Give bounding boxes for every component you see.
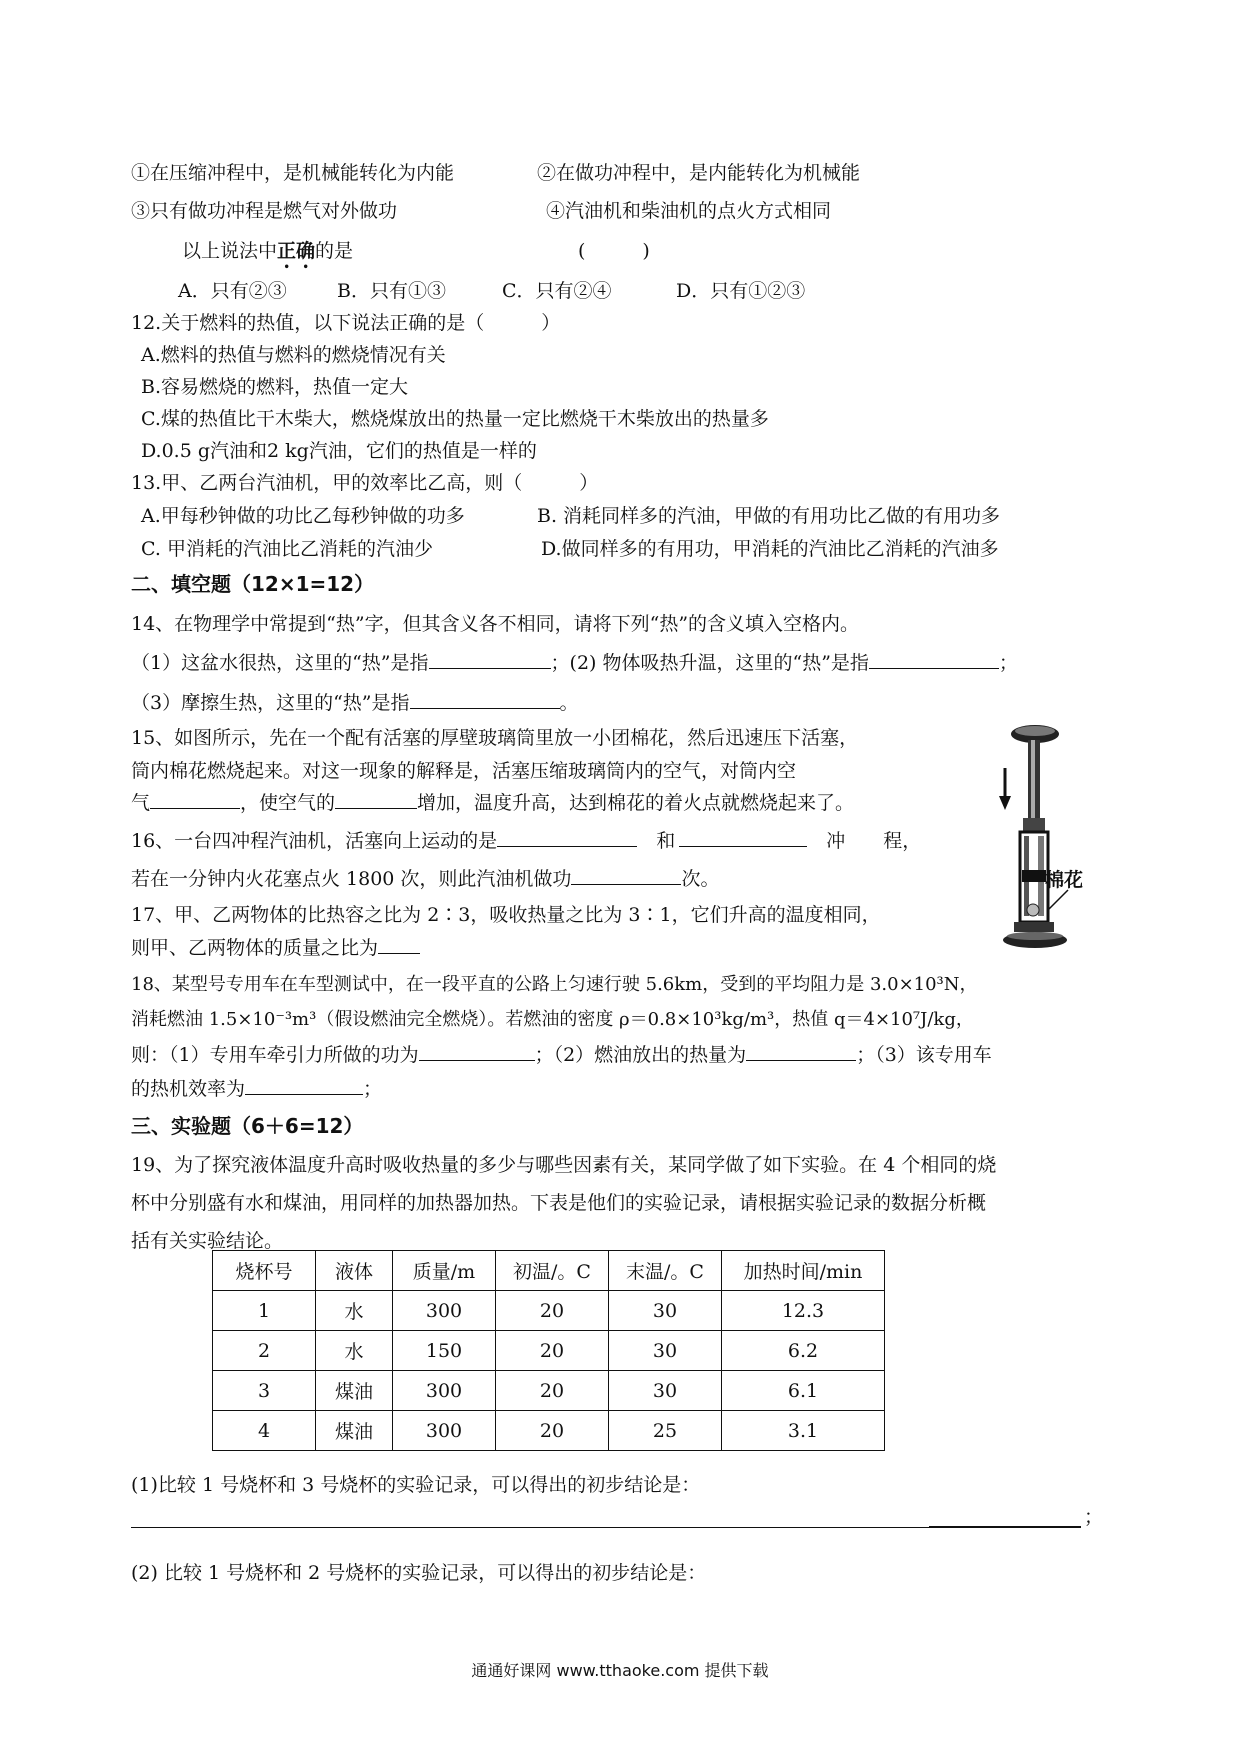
table-cell: 20 [496, 1291, 609, 1331]
q11-statement-4: ④汽油机和柴油机的点火方式相同 [546, 200, 832, 222]
q16-part-d: 若在一分钟内火花塞点火 1800 次，则此汽油机做功 [131, 868, 572, 890]
q18-part-c: ；（3）该专用车 [856, 1044, 992, 1066]
q18-blank-1[interactable] [419, 1042, 535, 1061]
q18-part-b: ；（2）燃油放出的热量为 [534, 1044, 747, 1066]
q18-blank-3[interactable] [245, 1076, 363, 1095]
table-cell: 300 [393, 1371, 496, 1411]
q12-option-a: A.燃料的热值与燃料的燃烧情况有关 [141, 344, 446, 366]
q15-part-a: 气 [131, 792, 151, 814]
q19-line-3: 括有关实验结论。 [131, 1230, 284, 1252]
q17-line-1: 17、甲、乙两物体的比热容之比为 2∶3，吸收热量之比为 3∶1，它们升高的温度相同， [131, 904, 881, 926]
q13-stem: 13.甲、乙两台汽油机，甲的效率比乙高，则（ ） [131, 472, 599, 494]
table-row [213, 1331, 885, 1371]
q18-line-1: 18、某型号专用车在车型测试中，在一段平直的公路上匀速行驶 5.6km，受到的平均阻力是 3.0×10³N， [131, 974, 978, 995]
table-header-cell: 烧杯号 [213, 1251, 316, 1291]
table-cell: 3.1 [722, 1411, 885, 1451]
q18-part-e: ； [363, 1078, 383, 1100]
table-header-cell: 加热时间/min [722, 1251, 885, 1291]
q14-blank-3[interactable] [410, 690, 560, 709]
q11-option-c: C．只有②④ [502, 280, 612, 302]
table-cell: 20 [496, 1371, 609, 1411]
q18-blank-2[interactable] [746, 1042, 856, 1061]
table-row [213, 1371, 885, 1411]
q14-blank-2[interactable] [869, 650, 999, 669]
q19-sub-1: (1)比较 1 号烧杯和 3 号烧杯的实验记录，可以得出的初步结论是： [131, 1474, 701, 1496]
q13-option-d: D.做同样多的有用功，甲消耗的汽油比乙消耗的汽油多 [541, 538, 999, 560]
table-cell: 煤油 [316, 1371, 393, 1411]
table-cell: 20 [496, 1411, 609, 1451]
q13-option-c: C. 甲消耗的汽油比乙消耗的汽油少 [141, 538, 433, 560]
q11-answer-paren: ( ) [578, 240, 650, 262]
q14-line-1 [131, 650, 1018, 676]
table-cell: 4 [213, 1411, 316, 1451]
q11-prompt-a: 以上说法中 [182, 240, 278, 262]
q14-part-3: （3）摩擦生热，这里的“热”是指 [131, 692, 410, 714]
table-header-cell: 末温/。C [609, 1251, 722, 1291]
table-header-cell: 液体 [316, 1251, 393, 1291]
table-cell: 1 [213, 1291, 316, 1331]
q19-sub-2: (2) 比较 1 号烧杯和 2 号烧杯的实验记录，可以得出的初步结论是： [131, 1562, 707, 1584]
q18-part-a: 则：（1）专用车牵引力所做的功为 [131, 1044, 419, 1066]
q12-option-d: D.0.5 g汽油和2 kg汽油，它们的热值是一样的 [141, 440, 537, 462]
experiment-table [212, 1250, 885, 1451]
q13-option-a: A.甲每秒钟做的功比乙每秒钟做的功多 [141, 505, 465, 527]
q17-part-a: 则甲、乙两物体的质量之比为 [131, 937, 379, 959]
answer-line[interactable] [131, 1527, 929, 1528]
q12-option-b: B.容易燃烧的燃料，热值一定大 [141, 376, 409, 398]
q16-blank-3[interactable] [571, 866, 681, 885]
table-cell: 水 [316, 1291, 393, 1331]
table-row [213, 1291, 885, 1331]
q15-line-1: 15、如图所示，先在一个配有活塞的厚壁玻璃筒里放一小团棉花，然后迅速压下活塞， [131, 727, 859, 749]
table-cell: 300 [393, 1291, 496, 1331]
table-cell: 30 [609, 1331, 722, 1371]
table-cell: 150 [393, 1331, 496, 1371]
table-cell: 3 [213, 1371, 316, 1411]
q17-line-2 [131, 935, 420, 961]
page-footer: 通通好课网 www.tthaoke.com 提供下载 [471, 1661, 769, 1680]
q11-option-b: B．只有①③ [337, 280, 446, 302]
q15-blank-2[interactable] [335, 790, 417, 809]
table-header-cell: 初温/。C [496, 1251, 609, 1291]
q11-prompt-b: 的是 [315, 240, 354, 262]
q11-option-d: D．只有①②③ [676, 280, 806, 302]
q17-blank[interactable] [378, 935, 420, 954]
table-header-row [213, 1251, 885, 1291]
table-cell: 6.1 [722, 1371, 885, 1411]
q18-part-d: 的热机效率为 [131, 1078, 246, 1100]
q11-statement-1: ①在压缩冲程中，是机械能转化为内能 [131, 162, 455, 184]
q19-line-1: 19、为了探究液体温度升高时吸收热量的多少与哪些因素有关，某同学做了如下实验。在 4 个相同的烧 [131, 1154, 997, 1176]
q15-blank-1[interactable] [150, 790, 240, 809]
q18-line-4 [131, 1076, 382, 1102]
q16-blank-1[interactable] [497, 828, 637, 847]
table-cell: 20 [496, 1331, 609, 1371]
table-cell: 2 [213, 1331, 316, 1371]
q16-part-e: 次。 [681, 868, 720, 890]
table-cell: 25 [609, 1411, 722, 1451]
q12-stem: 12.关于燃料的热值，以下说法正确的是（ ） [131, 312, 561, 334]
q16-blank-2[interactable] [679, 828, 807, 847]
q14-part-2-end: ； [998, 652, 1018, 674]
q16-part-c: 冲 程， [826, 830, 922, 852]
table-cell: 水 [316, 1331, 393, 1371]
section-3-title: 三、实验题（6＋6=12） [131, 1114, 364, 1138]
table-cell: 煤油 [316, 1411, 393, 1451]
q14-part-2: ；(2) 物体吸热升温，这里的“热”是指 [550, 652, 869, 674]
table-row [213, 1411, 885, 1451]
q14-part-3-end: 。 [559, 692, 579, 714]
q11-statement-3: ③只有做功冲程是燃气对外做功 [131, 200, 398, 222]
table-header-cell: 质量/m [393, 1251, 496, 1291]
q15-line-3 [131, 790, 854, 816]
figure-label-cotton: 棉花 [1045, 869, 1084, 891]
q16-part-b: 和 [656, 830, 676, 852]
q11-statement-2: ②在做功冲程中，是内能转化为机械能 [537, 162, 861, 184]
answer-line-end[interactable] [929, 1526, 1081, 1528]
q16-part-a: 16、一台四冲程汽油机，活塞向上运动的是 [131, 830, 498, 852]
q15-part-b: ，使空气的 [240, 792, 336, 814]
q14-line-2 [131, 690, 579, 716]
table-cell: 12.3 [722, 1291, 885, 1331]
q11-option-a: A．只有②③ [178, 280, 287, 302]
q19-sub-1-end: ； [1084, 1506, 1104, 1528]
table-cell: 30 [609, 1291, 722, 1331]
q14-part-1: （1）这盆水很热，这里的“热”是指 [131, 652, 429, 674]
q16-line-2 [131, 866, 719, 892]
q11-prompt-emphasis: 正确 [277, 240, 316, 262]
q15-part-c: 增加，温度升高，达到棉花的着火点就燃烧起来了。 [417, 792, 855, 814]
table-cell: 300 [393, 1411, 496, 1451]
table-cell: 6.2 [722, 1331, 885, 1371]
table-cell: 30 [609, 1371, 722, 1411]
q12-option-c: C.煤的热值比干木柴大，燃烧煤放出的热量一定比燃烧干木柴放出的热量多 [141, 408, 769, 430]
q13-option-b: B. 消耗同样多的汽油，甲做的有用功比乙做的有用功多 [537, 505, 1001, 527]
q18-line-3 [131, 1042, 992, 1068]
q11-prompt [182, 238, 353, 273]
q15-line-2: 筒内棉花燃烧起来。对这一现象的解释是，活塞压缩玻璃筒内的空气，对筒内空 [131, 760, 797, 782]
q14-blank-1[interactable] [429, 650, 551, 669]
piston-cylinder-figure [990, 720, 1110, 950]
q14-stem: 14、在物理学中常提到“热”字，但其含义各不相同，请将下列“热”的含义填入空格内。 [131, 613, 860, 635]
section-2-title: 二、填空题（12×1=12） [131, 572, 375, 596]
q18-line-2: 消耗燃油 1.5×10⁻³m³（假设燃油完全燃烧）。若燃油的密度 ρ＝0.8×10³kg/m³，热值 q＝4×10⁷J/kg， [131, 1009, 974, 1030]
q16-line-1 [131, 828, 921, 854]
q19-line-2: 杯中分别盛有水和煤油，用同样的加热器加热。下表是他们的实验记录，请根据实验记录的数据分析概 [131, 1192, 987, 1214]
